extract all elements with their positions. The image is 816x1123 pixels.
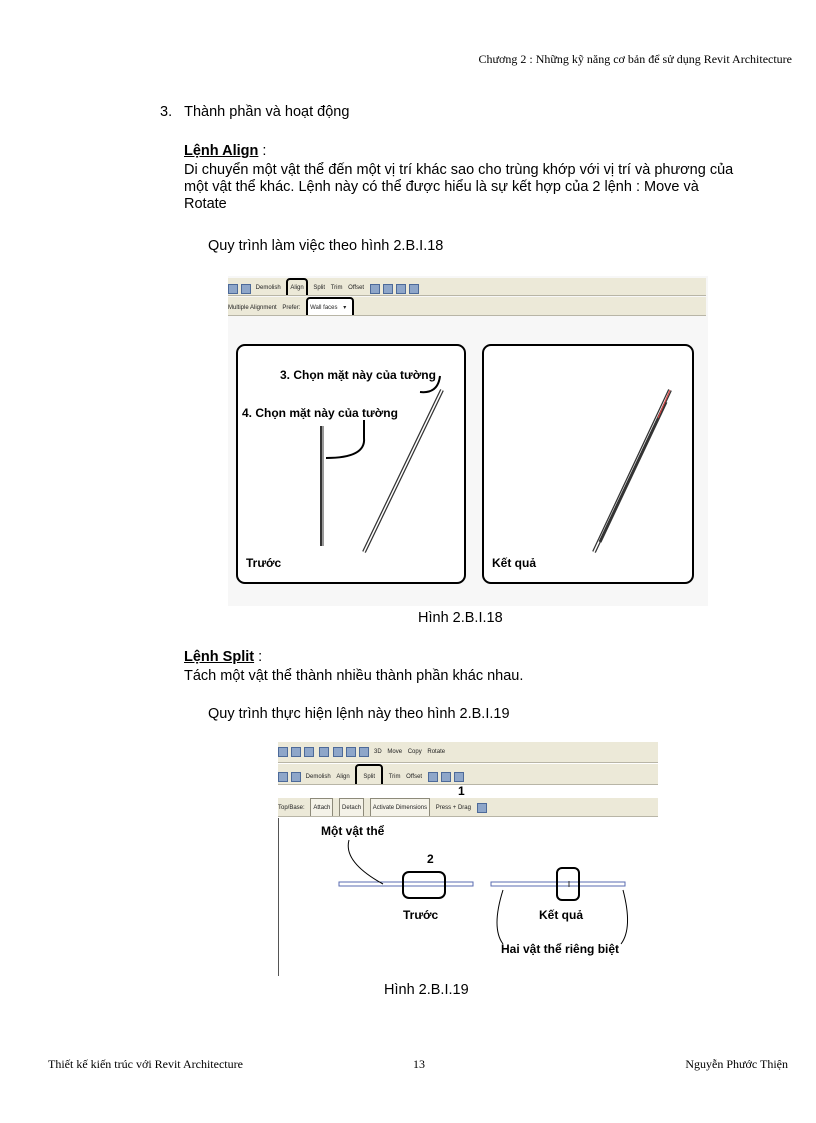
prefer-label: Prefer:	[282, 305, 301, 312]
separate-leader-left	[497, 890, 503, 944]
before-panel	[236, 344, 466, 584]
toolbar-icon	[333, 747, 343, 757]
toolbar-icon	[278, 747, 288, 757]
align-workflow: Quy trình làm việc theo hình 2.B.I.18	[208, 238, 444, 254]
split-canvas	[278, 818, 659, 976]
prefer-select[interactable]	[306, 297, 354, 316]
split-title: Lệnh Split	[184, 649, 255, 665]
split-heading	[184, 648, 262, 666]
figure-split	[278, 742, 658, 976]
align-description	[184, 162, 804, 213]
align-toolbar-2	[228, 297, 706, 316]
before-label: Trước	[246, 556, 282, 570]
copy-button[interactable]: Copy	[407, 749, 422, 755]
align-desc-line: Rotate	[184, 196, 227, 212]
result-label: Kết quả	[492, 556, 537, 570]
object-leader	[348, 840, 383, 884]
split-colon: :	[254, 649, 263, 665]
demolish-button[interactable]: Demolish	[255, 285, 281, 291]
toolbar-icon	[441, 772, 451, 782]
offset-button[interactable]: Offset	[348, 285, 365, 291]
multiple-alignment-option[interactable]: Multiple Alignment	[228, 305, 277, 312]
toolbar-icon	[291, 747, 301, 757]
trim-button[interactable]: Trim	[388, 774, 401, 780]
object-label: Một vật thể	[321, 824, 385, 838]
align-colon: :	[258, 143, 267, 159]
section-number: 3.	[160, 104, 173, 120]
align-button[interactable]: Align	[336, 774, 350, 780]
toolbar-icon	[304, 747, 314, 757]
align-desc-line: một vật thể khác. Lệnh này có thể được hiểu là sự kết hợp của 2 lệnh : Move và	[184, 179, 699, 195]
split-workflow: Quy trình thực hiện lệnh này theo hình 2.B.I.19	[208, 706, 510, 722]
demolish-button[interactable]: Demolish	[305, 774, 331, 780]
section-heading	[160, 104, 349, 120]
footer-book-title: Thiết kế kiến trúc với Revit Architecture	[48, 1057, 243, 1071]
chevron-down-icon: ▾	[343, 305, 347, 311]
before-label: Trước	[403, 908, 439, 922]
offset-button[interactable]: Offset	[406, 774, 423, 780]
toolbar-icon	[428, 772, 438, 782]
step4-leader	[326, 420, 364, 458]
attach-button[interactable]: Attach	[310, 798, 333, 817]
top-base-label: Top/Base:	[278, 805, 305, 811]
step3-label: 3. Chọn mặt này của tường	[280, 368, 436, 382]
result-panel	[482, 344, 694, 584]
split-toolbar-2	[278, 764, 658, 785]
step4-label: 4. Chọn mặt này của tường	[242, 406, 398, 420]
page-number: 13	[413, 1057, 425, 1071]
activate-dimensions-button[interactable]: Activate Dimensions	[370, 798, 430, 817]
marker-1: 1	[458, 784, 465, 798]
moved-wall	[600, 402, 666, 542]
toolbar-icon	[278, 772, 288, 782]
figure-align	[228, 276, 708, 606]
toolbar-icon	[409, 284, 419, 294]
prefer-value: Wall faces	[310, 305, 338, 311]
section-title: Thành phần và hoạt động	[184, 104, 350, 120]
align-desc-line: Di chuyển một vật thể đến một vị trí khác sao cho trùng khớp với vị trí và phương của	[184, 162, 734, 178]
align-heading	[184, 142, 266, 160]
marker-2: 2	[427, 852, 434, 866]
toolbar-icon	[241, 284, 251, 294]
filter-icon[interactable]	[477, 803, 487, 813]
footer-author: Nguyễn Phước Thiện	[685, 1057, 788, 1071]
toolbar-icon	[228, 284, 238, 294]
running-header: Chương 2 : Những kỹ năng cơ bản để sử dụng Revit Architecture	[478, 52, 792, 66]
align-button[interactable]: Align	[286, 278, 307, 296]
help-icon[interactable]	[319, 747, 329, 757]
wall-before	[339, 882, 473, 886]
result-drawing	[484, 346, 692, 582]
split-description: Tách một vật thể thành nhiều thành phần khác nhau.	[184, 668, 524, 684]
figure-align-caption: Hình 2.B.I.18	[418, 610, 503, 626]
align-title: Lệnh Align	[184, 143, 259, 159]
split-button[interactable]: Split	[355, 764, 383, 785]
aligned-face-highlight	[658, 390, 670, 418]
toolbar-icon	[383, 284, 393, 294]
toolbar-icon	[454, 772, 464, 782]
3d-button[interactable]: 3D	[374, 749, 382, 755]
toolbar-icon	[396, 284, 406, 294]
align-toolbar-1	[228, 278, 706, 296]
toolbar-icon	[291, 772, 301, 782]
toolbar-icon	[359, 747, 369, 757]
split-toolbar-1	[278, 742, 658, 763]
toolbar-icon	[346, 747, 356, 757]
move-button[interactable]: Move	[387, 749, 403, 755]
result-label: Kết quả	[539, 908, 584, 922]
rotate-button[interactable]: Rotate	[427, 749, 446, 755]
split-button[interactable]: Split	[313, 285, 326, 291]
toolbar-icon	[370, 284, 380, 294]
detach-button[interactable]: Detach	[339, 798, 364, 817]
separate-label: Hai vật thể riêng biệt	[501, 942, 620, 956]
figure-split-caption: Hình 2.B.I.19	[384, 982, 469, 998]
trim-button[interactable]: Trim	[330, 285, 343, 291]
separate-leader-right	[621, 890, 628, 944]
press-drag-checkbox[interactable]: Press + Drag	[435, 805, 471, 811]
split-toolbar-3	[278, 798, 658, 817]
